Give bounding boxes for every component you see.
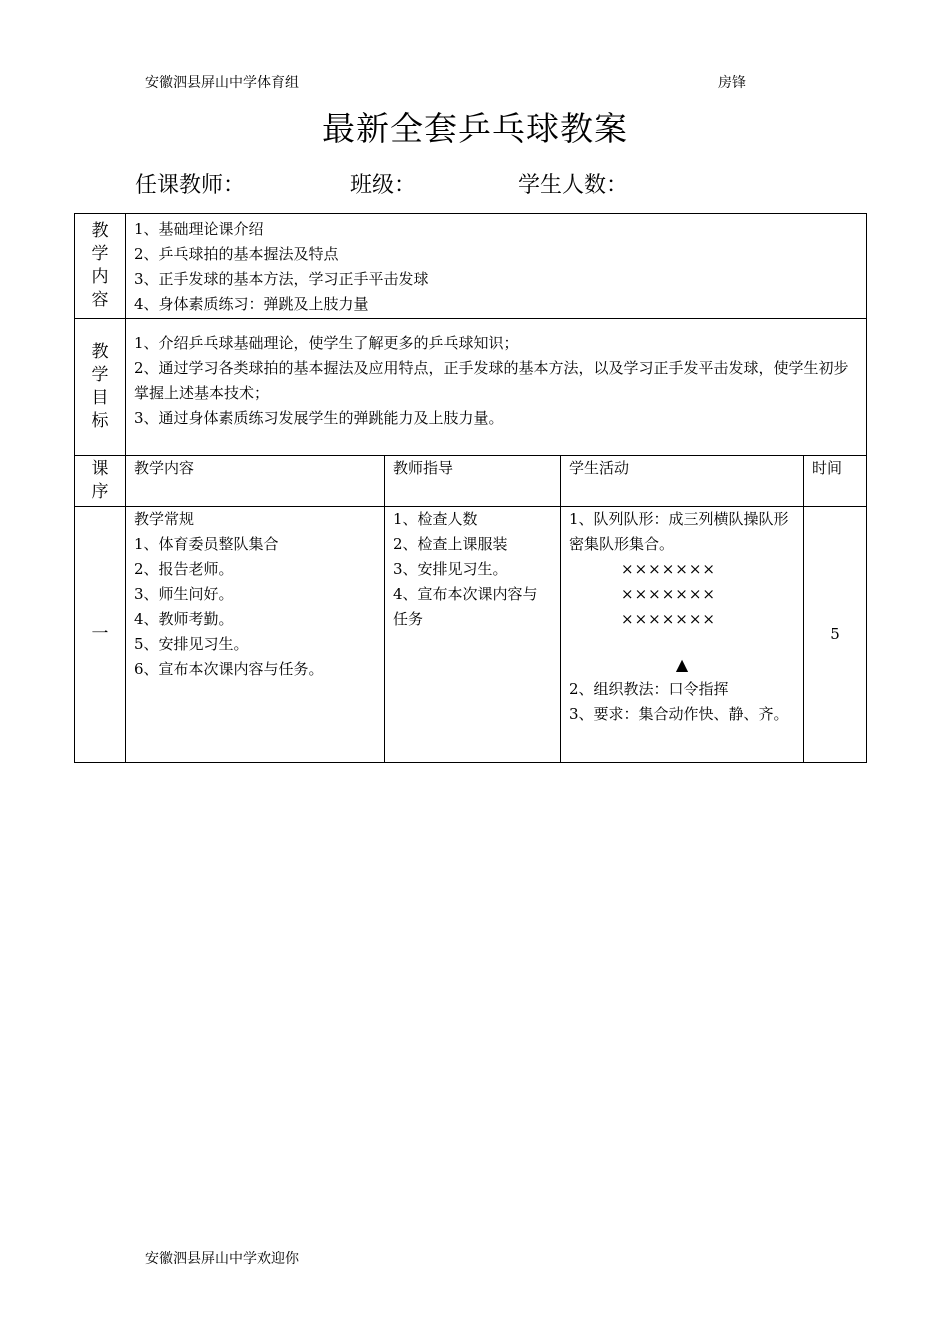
list-item: 教学常规 [134,510,195,528]
list-item: 2、乒乓球拍的基本握法及特点 [134,245,339,263]
list-item: 2、通过学习各类球拍的基本握法及应用特点，正手发球的基本方法，以及学习正手发平击发球，使学生初步掌握上述基本技术； [134,359,849,402]
list-item: 6、宣布本次课内容与任务。 [134,660,324,678]
lesson-plan-table [74,213,867,763]
list-item: 1、基础理论课介绍 [134,220,264,238]
list-item: 3、要求：集合动作快、静、齐。 [569,705,789,723]
list-item: 2、报告老师。 [134,560,234,578]
column-header-guide: 教师指导 [385,456,561,507]
header-school-group: 安徽泗县屏山中学体育组 [145,75,299,91]
list-item: 4、教师考勤。 [134,610,234,628]
teaching-content-label: 教 学 内 容 [75,214,126,319]
column-header-time: 时间 [804,456,867,507]
list-item: 2、组织教法：口令指挥 [569,680,729,698]
table-right-border [866,213,869,747]
page-title: 最新全套乒乓球教案 [322,109,628,148]
list-item: 1、体育委员整队集合 [134,535,279,553]
column-header-content: 教学内容 [126,456,385,507]
students-label: 学生人数： [518,173,629,198]
list-item: 5、安排见习生。 [134,635,249,653]
list-item: 1、检查人数 [393,510,478,528]
row-time: 5 [804,507,867,763]
row-activity-cell [561,507,804,763]
teacher-position-icon: ▲ [675,655,689,674]
row-content-cell [126,507,385,763]
teaching-goal-row [75,319,867,456]
column-header-activity: 学生活动 [561,456,804,507]
header-author: 房锋 [718,75,746,91]
table-row [75,507,867,763]
teaching-goal-list [126,319,867,456]
table-header-row [75,456,867,507]
formation-row: ××××××× [621,560,716,578]
formation-row: ××××××× [621,610,716,628]
list-item: 2、检查上课服装 [393,535,508,553]
column-header-seq: 课 序 [75,456,126,507]
list-item: 3、通过身体素质练习发展学生的弹跳能力及上肢力量。 [134,409,504,427]
formation-row: ××××××× [621,585,716,603]
row-seq: 一 [75,507,126,763]
list-item: 3、师生问好。 [134,585,234,603]
list-item: 3、正手发球的基本方法，学习正手平击发球 [134,270,429,288]
row-guide-cell [385,507,561,763]
teaching-goal-label: 教 学 目 标 [75,319,126,456]
class-label: 班级： [350,173,417,198]
list-item: 3、安排见习生。 [393,560,508,578]
list-item: 4、宣布本次课内容与任务 [393,585,538,628]
teacher-label: 任课教师： [135,173,246,198]
list-item: 4、身体素质练习：弹跳及上肢力量 [134,295,369,313]
teaching-content-row [75,214,867,319]
activity-intro: 1、队列队形：成三列横队操队形密集队形集合。 [569,510,789,553]
list-item: 1、介绍乒乓球基础理论，使学生了解更多的乒乓球知识； [134,334,519,352]
footer-text: 安徽泗县屏山中学欢迎你 [145,1251,299,1267]
teaching-content-list [126,214,867,319]
